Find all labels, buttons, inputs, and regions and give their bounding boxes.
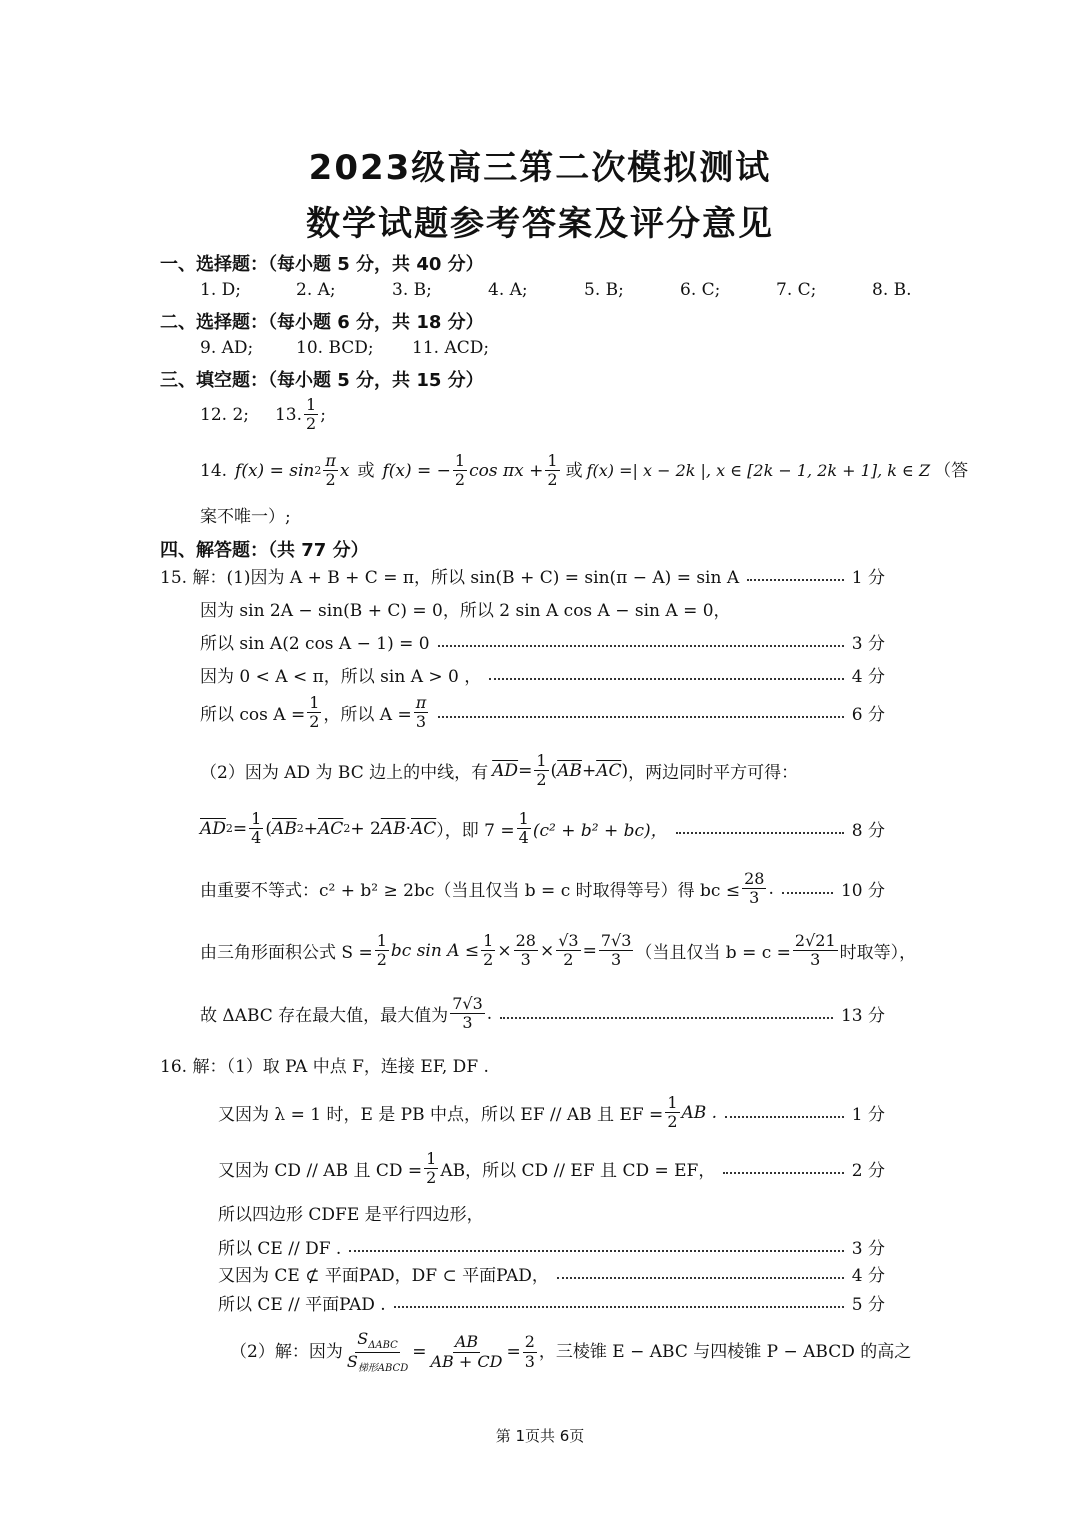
- q15-line-4: [200, 662, 885, 687]
- fraction-numerator: 1: [376, 931, 387, 950]
- fraction-denominator: 3: [749, 888, 760, 908]
- solution-text: AB，所以 CD // EF 且 CD = EF，: [440, 1161, 716, 1182]
- q15-line-9: [200, 932, 920, 970]
- vector: $\overline{AB}$: [557, 760, 582, 781]
- fraction-2root21-over-3: [793, 932, 838, 970]
- leader-dots: [723, 1172, 843, 1174]
- vector: $\overline{AC}$: [318, 818, 344, 839]
- fraction-one-half: [481, 932, 495, 970]
- fraction-denominator: 2: [454, 470, 466, 490]
- fraction-denominator: 3: [524, 1351, 535, 1371]
- formula-part: f(x) = sin: [235, 460, 315, 481]
- score-mark: 3 分: [851, 634, 885, 654]
- fraction-one-quarter: [517, 810, 531, 848]
- fraction-numerator: AB: [454, 1332, 479, 1352]
- fraction-denominator: 3: [415, 712, 427, 732]
- answer-item: 8. B.: [872, 280, 912, 300]
- fraction-numerator: 1: [309, 693, 320, 712]
- score-mark: 2 分: [851, 1161, 885, 1182]
- leader-dots: [747, 579, 844, 581]
- fraction-denominator: 2: [563, 950, 574, 970]
- solution-text: 因为 0 < A < π，所以 sin A > 0 ，: [200, 667, 482, 687]
- fill-answer-14: 14. f(x) = sin 2 $\frac{\pi}{2}$ x 或 f(x) = − $\frac{1}{2}$ cos πx + $\frac{1}{2}$ 或 f(x) =| x − 2k |, x ∈ [2k − 1, 2k + 1], k ∈ Z （答: [200, 451, 969, 490]
- exam-title: 2023级高三第二次模拟测试: [308, 148, 772, 188]
- area-subscript: ΔABC: [368, 1340, 398, 1352]
- operator: ·: [405, 818, 411, 839]
- score-mark: 4 分: [851, 1266, 885, 1286]
- solution-text: 又因为 CD // AB 且 CD =: [218, 1161, 423, 1182]
- fraction-denominator: 2: [325, 470, 336, 490]
- operator: =: [506, 1341, 521, 1362]
- punctuation: .: [486, 1003, 493, 1024]
- solution-text: （2）解：因为: [230, 1341, 343, 1362]
- solution-text: 由重要不等式：c² + b² ≥ 2bc（当且仅当 b = c 时取得等号）得 bc ≤: [200, 881, 741, 902]
- fraction-one-half: [375, 932, 389, 970]
- solution-text: （当且仅当 b = c =: [635, 943, 791, 964]
- answer-item: 7. C;: [776, 280, 817, 300]
- q16-line-1: 16. 解：（1）取 PA 中点 F，连接 EF, DF .: [160, 1057, 489, 1077]
- solution-text: 所以 cos A =: [200, 705, 306, 726]
- score-mark: 4 分: [851, 667, 885, 687]
- formula-part: f(x) =| x − 2k |, x ∈ [2k − 1, 2k + 1], k ∈ Z: [586, 461, 931, 481]
- page-footer: 第 1页共 6页: [495, 1427, 585, 1445]
- fraction-one-quarter: [249, 810, 263, 848]
- fraction-one-half: [424, 1150, 438, 1188]
- fraction-numerator: 1: [454, 451, 466, 470]
- q15-line-2: 因为 sin 2A − sin(B + C) = 0，所以 2 sin A cos A − sin A = 0，: [200, 601, 731, 621]
- answer-item: 4. A;: [488, 280, 528, 300]
- fraction-numerator: 1: [251, 809, 262, 828]
- operator: =: [518, 760, 533, 781]
- fraction-numerator: √3: [558, 931, 579, 950]
- fraction-root3-over-2: [556, 932, 580, 970]
- score-mark: 6 分: [851, 705, 885, 726]
- fraction-denominator: 2: [483, 950, 494, 970]
- answer-13-suffix: ;: [320, 404, 326, 425]
- score-mark: 5 分: [851, 1295, 885, 1315]
- solution-text: ，两边同时平方可得：: [628, 763, 799, 784]
- answer-12: 12. 2;: [200, 404, 249, 425]
- fraction-numerator: 7√3: [600, 931, 632, 950]
- fraction-denominator: 4: [518, 828, 529, 848]
- section-heading-4: 四、解答题：（共 77 分）: [160, 540, 369, 561]
- q16-line-8: [230, 1330, 911, 1374]
- fraction-numerator: π: [415, 693, 427, 712]
- solution-text: ，所以 A =: [323, 705, 412, 726]
- fraction-denominator: 2: [536, 770, 547, 790]
- fraction-pi-over-2: [323, 452, 338, 490]
- conjunction-or: 或: [357, 460, 375, 481]
- leader-dots: [489, 678, 844, 680]
- q16-line-3: [218, 1150, 885, 1188]
- solution-text: 故 ΔABC 存在最大值，最大值为: [200, 1006, 449, 1027]
- q15-line-3: [200, 629, 885, 654]
- q15-line-8: [200, 870, 885, 908]
- q16-line-5: [218, 1234, 885, 1259]
- fraction-denominator: AB + CD: [430, 1351, 503, 1371]
- fraction-one-half: [534, 752, 548, 790]
- answer-item: 10. BCD;: [296, 338, 374, 358]
- fraction-28-over-3: [514, 932, 538, 970]
- answer-item: 1. D;: [200, 280, 241, 300]
- score-mark: 13 分: [840, 1006, 885, 1027]
- fraction-numerator: 1: [518, 809, 529, 828]
- vector: $\overline{AC}$: [410, 818, 437, 839]
- solution-text: AB .: [681, 1102, 718, 1123]
- fraction-numerator: 7√3: [452, 994, 483, 1013]
- fraction-numerator: 28: [515, 931, 536, 950]
- score-mark: 8 分: [851, 821, 885, 842]
- fraction-numerator: [355, 1330, 400, 1353]
- solution-text: （2）因为 AD 为 BC 边上的中线，有: [200, 763, 489, 784]
- vector: $\overline{AD}$: [492, 760, 519, 781]
- fraction-numerator: 1: [306, 395, 317, 414]
- fraction-denominator: 4: [251, 828, 262, 848]
- fraction-numerator: 1: [426, 1149, 437, 1168]
- solution-text: 又因为 λ = 1 时，E 是 PB 中点，所以 EF // AB 且 EF =: [218, 1105, 664, 1126]
- operator: + 2: [350, 818, 381, 839]
- fraction-denominator: 2: [426, 1168, 437, 1188]
- fraction-numerator: π: [325, 451, 336, 470]
- operator: =: [412, 1341, 427, 1362]
- leader-dots: [438, 645, 844, 647]
- fraction-ab-ratio: [428, 1333, 504, 1371]
- leader-dots: [349, 1250, 843, 1252]
- conjunction-or: 或: [565, 460, 583, 481]
- leader-dots: [676, 832, 844, 834]
- answer-item: 2. A;: [296, 280, 336, 300]
- solution-text: 时取等），: [839, 943, 917, 964]
- note-open: （答: [934, 460, 969, 481]
- section-heading-2: 二、选择题：（每小题 6 分，共 18 分）: [160, 312, 484, 333]
- q15-line-10: [200, 995, 885, 1033]
- answer-item: 5. B;: [584, 280, 624, 300]
- fraction-one-half: [304, 396, 318, 434]
- q16-line-4: 所以四边形 CDFE 是平行四边形，: [218, 1205, 484, 1225]
- leader-dots: [725, 1116, 844, 1118]
- solution-text: 所以 sin A(2 cos A − 1) = 0: [200, 634, 430, 654]
- section-heading-1: 一、选择题：（每小题 5 分，共 40 分）: [160, 254, 484, 275]
- vector: $\overline{AB}$: [272, 818, 297, 839]
- punctuation: .: [768, 878, 774, 899]
- fraction-denominator: 3: [520, 950, 531, 970]
- score-mark: 1 分: [851, 1105, 885, 1126]
- operator: =: [232, 818, 248, 839]
- q15-line-6: （2）因为 AD 为 BC 边上的中线，有 $\overline{AD}$ = $\frac{1}{2}$ ( $\overline{AB}$ + $\overline{AC}$ ) ，两边同时平方可得：: [200, 751, 799, 790]
- solution-text: 15. 解：(1)因为 A + B + C = π，所以 sin(B + C) = sin(π − A) = sin A: [160, 568, 740, 588]
- solution-text: (c² + b² + bc)，: [532, 821, 668, 842]
- score-mark: 10 分: [840, 881, 885, 902]
- solution-text: 所以 CE // 平面PAD .: [218, 1295, 386, 1315]
- area-symbol: S: [357, 1329, 369, 1348]
- solution-text: ），即 7 =: [436, 821, 515, 842]
- formula-part: cos πx +: [469, 460, 544, 481]
- operator: +: [303, 818, 319, 839]
- fraction-7root3-over-3: [599, 932, 634, 970]
- section-heading-3: 三、填空题：（每小题 5 分，共 15 分）: [160, 370, 484, 391]
- solution-text: bc sin A ≤: [390, 940, 480, 961]
- operator: ×: [497, 940, 512, 961]
- fraction-denominator: 2: [306, 414, 317, 434]
- leader-dots: [438, 716, 844, 718]
- fraction-one-half: [307, 694, 321, 732]
- fraction-7root3-over-3: [450, 995, 485, 1033]
- q15-line-5: [200, 694, 885, 732]
- fraction-numerator: 1: [536, 751, 547, 770]
- score-mark: 1 分: [851, 568, 885, 588]
- fraction-numerator: 1: [667, 1093, 678, 1112]
- exam-subtitle: 数学试题参考答案及评分意见: [306, 204, 774, 244]
- answer-item: 11. ACD;: [412, 338, 490, 358]
- formula-part: x: [339, 460, 350, 481]
- fraction-denominator: 2: [547, 470, 558, 490]
- fraction-numerator: 2√21: [794, 931, 836, 950]
- fraction-one-half: [453, 452, 467, 490]
- fraction-denominator: 3: [611, 950, 622, 970]
- fraction-numerator: 1: [483, 931, 494, 950]
- q16-line-7: [218, 1290, 885, 1315]
- operator: =: [582, 940, 597, 961]
- q15-line-7: $\overline{AD}$ 2 = $\frac{1}{4}$ ( $\overline{AB}$ 2 + $\overline{AC}$ 2 + 2 $\overline{AB}$ · $\overline{AC}$ ），即 7 = $\frac{1}{4}$ (c² + b² + bc)， 8 分: [200, 809, 885, 848]
- fraction-denominator: 3: [462, 1013, 473, 1033]
- leader-dots: [394, 1306, 844, 1308]
- vector: $\overline{AB}$: [380, 818, 406, 839]
- solution-text: ，三棱锥 E − ABC 与四棱锥 P − ABCD 的高之: [538, 1341, 912, 1362]
- area-subscript: 梯形ABCD: [357, 1362, 409, 1374]
- fraction-28-over-3: [742, 870, 766, 908]
- fraction-one-half: [545, 452, 559, 490]
- fraction-denominator: [345, 1353, 410, 1375]
- leader-dots: [557, 1277, 844, 1279]
- fraction-denominator: 3: [810, 950, 821, 970]
- area-symbol: S: [346, 1351, 358, 1371]
- fraction-numerator: 28: [744, 869, 765, 888]
- operator: ×: [539, 940, 555, 961]
- vector: $\overline{AC}$: [596, 760, 622, 781]
- fraction-denominator: 2: [376, 950, 387, 970]
- leader-dots: [782, 892, 833, 894]
- solution-text: 由三角形面积公式 S =: [200, 943, 373, 964]
- operator: +: [581, 760, 597, 781]
- solution-text: 所以 CE // DF .: [218, 1239, 342, 1259]
- fraction-denominator: 2: [667, 1112, 678, 1132]
- q16-line-6: [218, 1261, 885, 1286]
- q15-line-1: [160, 563, 885, 588]
- formula-part: f(x) = −: [382, 460, 451, 481]
- vector: $\overline{AD}$: [200, 818, 226, 839]
- fraction-two-thirds: [523, 1333, 537, 1371]
- answer-13-label: 13.: [274, 404, 303, 425]
- fraction-denominator: 2: [309, 712, 320, 732]
- fill-answers-12-13: [200, 396, 326, 434]
- fraction-numerator: 1: [547, 451, 558, 470]
- answer-14-note: 案不唯一）;: [200, 507, 291, 527]
- answer-14-label: 14.: [200, 460, 228, 481]
- fraction-numerator: 2: [524, 1332, 535, 1352]
- leader-dots: [500, 1017, 833, 1019]
- q16-line-2: [218, 1094, 885, 1132]
- answer-item: 3. B;: [392, 280, 432, 300]
- score-mark: 3 分: [851, 1239, 885, 1259]
- fraction-pi-over-3: [414, 694, 429, 732]
- fraction-one-half: [665, 1094, 679, 1132]
- solution-text: 又因为 CE ⊄ 平面PAD，DF ⊂ 平面PAD，: [218, 1266, 549, 1286]
- answer-item: 9. AD;: [200, 338, 254, 358]
- fraction-area-ratio: [345, 1330, 410, 1374]
- answer-item: 6. C;: [680, 280, 721, 300]
